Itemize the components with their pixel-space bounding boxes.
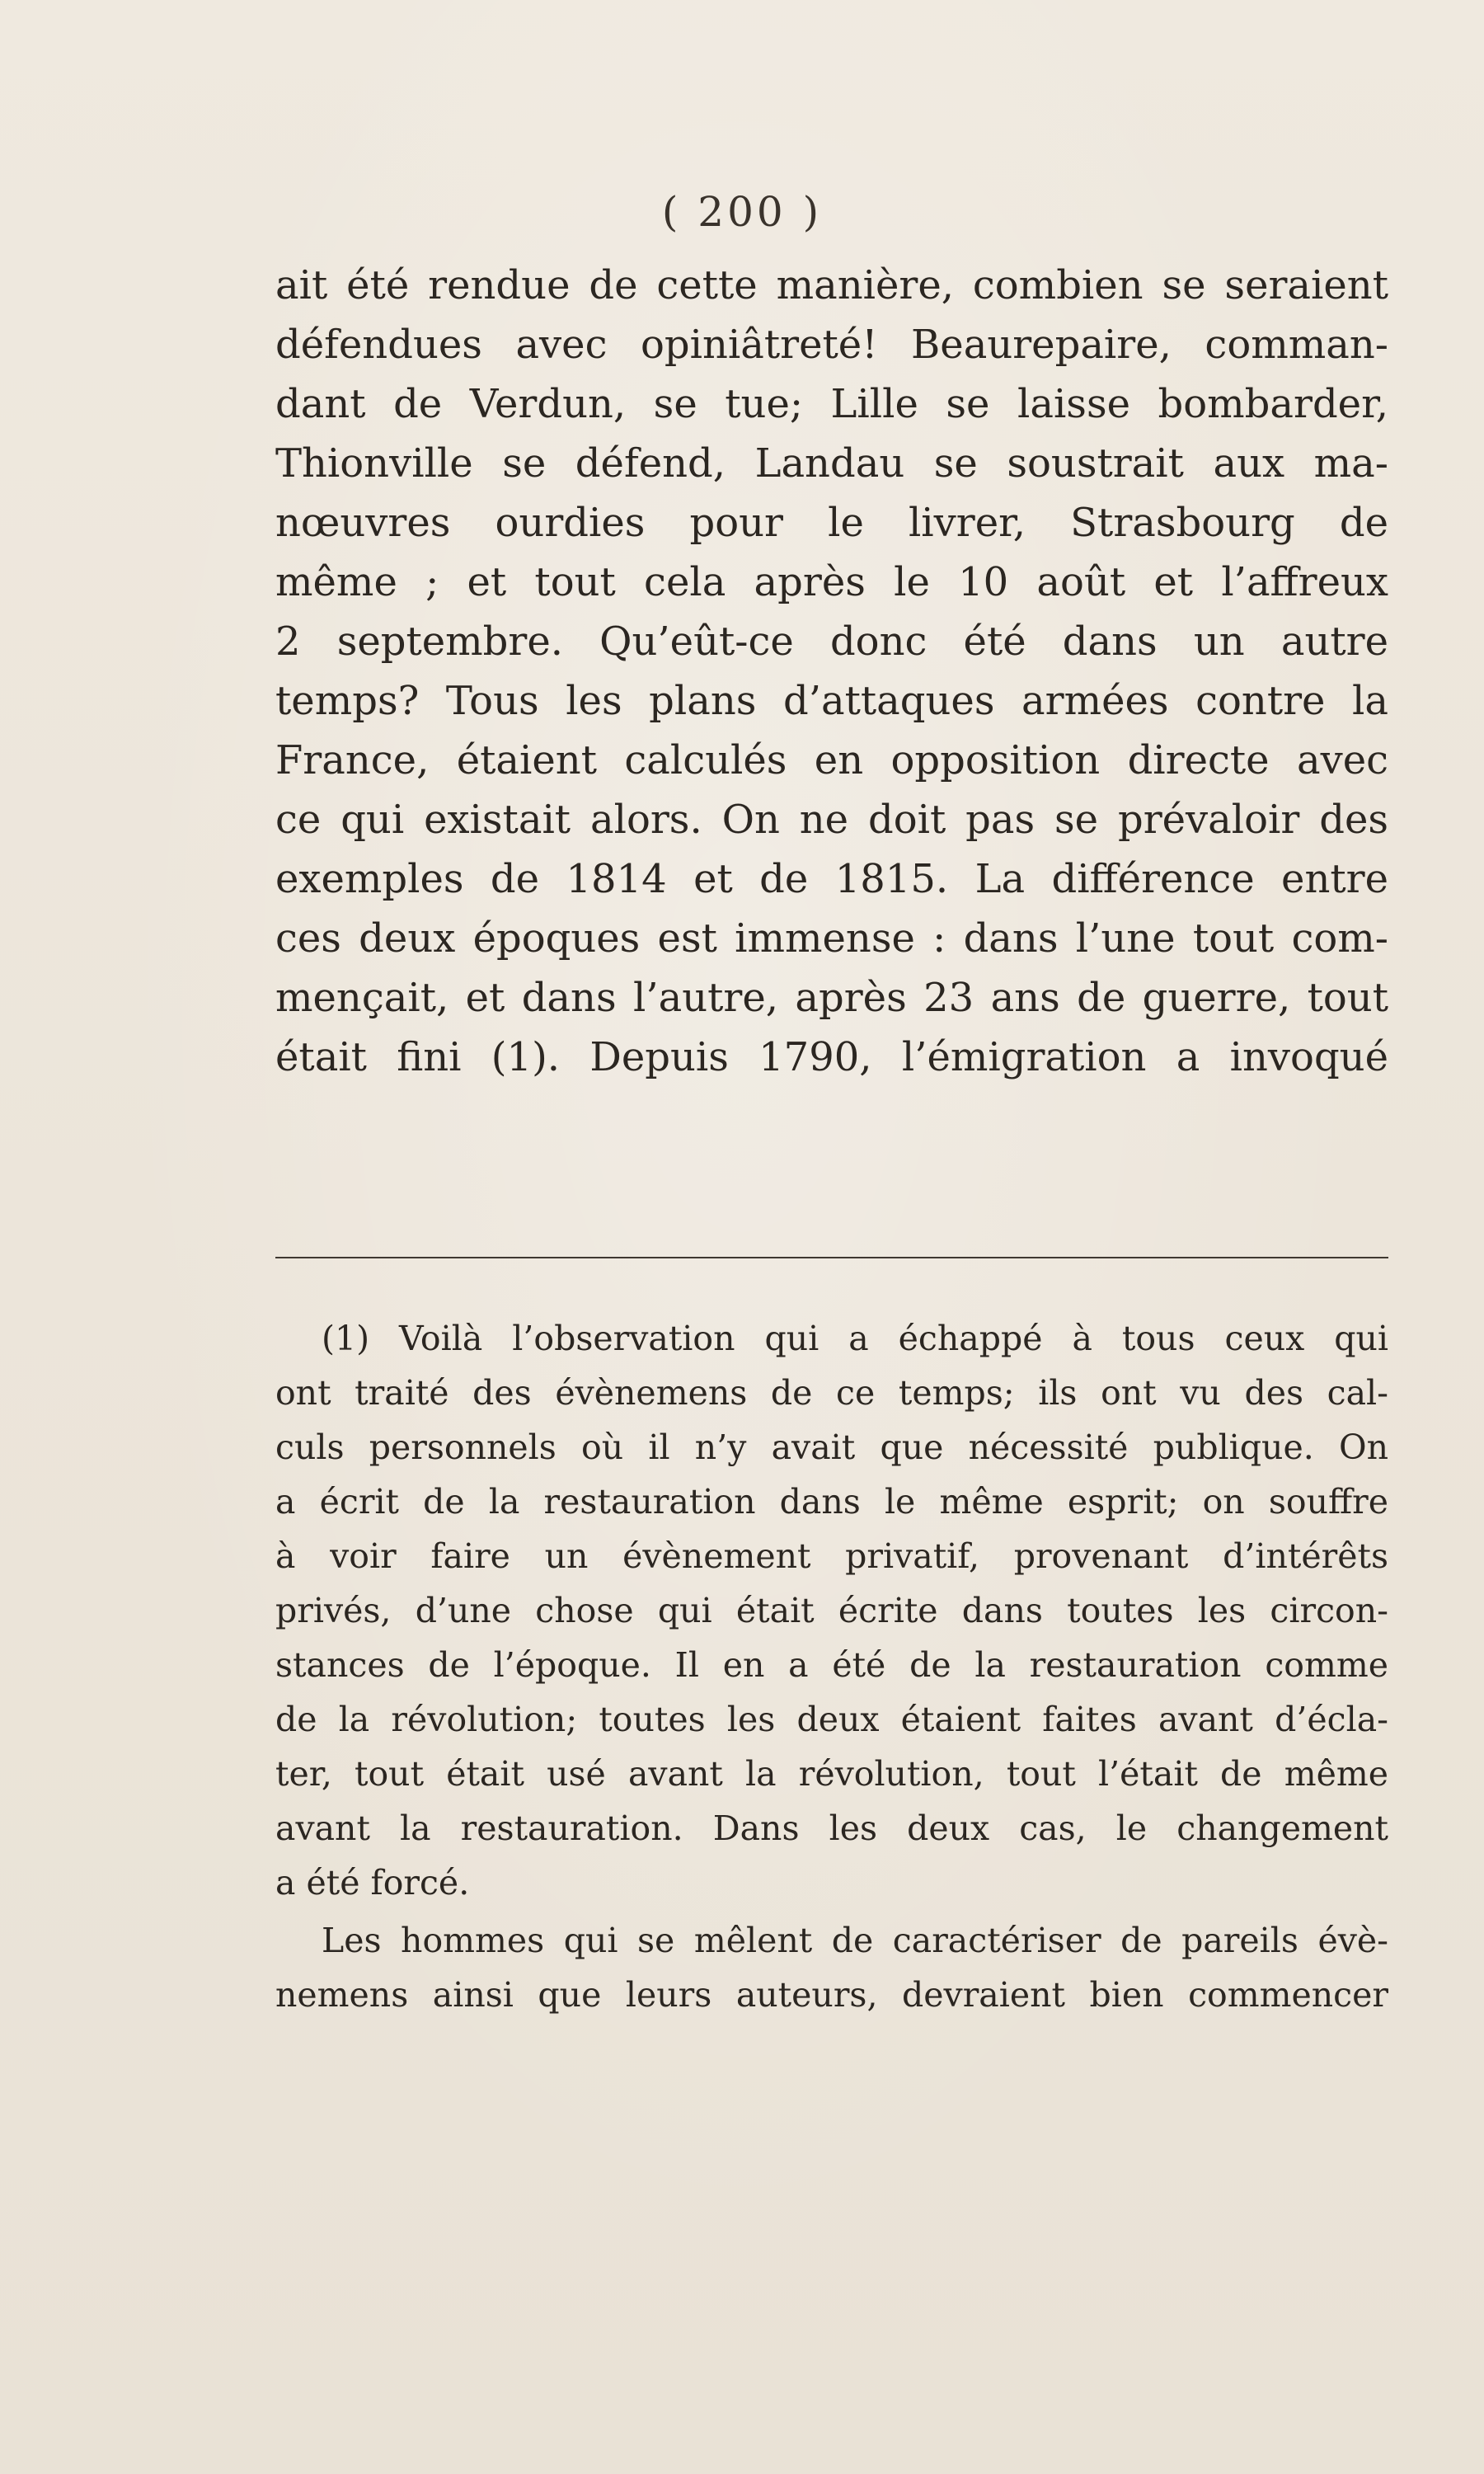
main-line: même ; et tout cela après le 10 août et l’affreux bbox=[275, 559, 1388, 605]
main-line: mençait, et dans l’autre, après 23 ans de guerre, tout bbox=[275, 975, 1388, 1021]
footnote-line: à voir faire un évènement privatif, provenant d’intérêts bbox=[275, 1536, 1388, 1576]
main-line: exemples de 1814 et de 1815. La différence entre bbox=[275, 856, 1388, 902]
main-line: ce qui existait alors. On ne doit pas se prévaloir des bbox=[275, 797, 1388, 843]
main-line: temps? Tous les plans d’attaques armées contre la bbox=[275, 678, 1388, 724]
footnote-line: ter, tout était usé avant la révolution, tout l’était de même bbox=[275, 1754, 1388, 1794]
main-line: France, étaient calculés en opposition directe avec bbox=[275, 737, 1388, 783]
footnote-line: ont traité des évènemens de ce temps; ils ont vu des cal- bbox=[275, 1373, 1388, 1413]
footnote-line: stances de l’époque. Il en a été de la restauration comme bbox=[275, 1645, 1388, 1685]
footnote-divider bbox=[275, 1257, 1388, 1258]
main-line: 2 septembre. Qu’eût-ce donc été dans un autre bbox=[275, 618, 1388, 665]
main-line: dant de Verdun, se tue; Lille se laisse bombarder, bbox=[275, 381, 1388, 427]
main-line: défendues avec opiniâtreté! Beaurepaire, comman- bbox=[275, 322, 1388, 368]
footnote-line: culs personnels où il n’y avait que nécessité publique. On bbox=[275, 1427, 1388, 1467]
footnote-line: Les hommes qui se mêlent de caractériser de pareils évè- bbox=[322, 1921, 1388, 1960]
main-line: nœuvres ourdies pour le livrer, Strasbourg de bbox=[275, 500, 1388, 546]
footnote-line: de la révolution; toutes les deux étaient faites avant d’écla- bbox=[275, 1700, 1388, 1739]
main-line: ces deux époques est immense : dans l’une tout com- bbox=[275, 915, 1388, 962]
main-line: était fini (1). Depuis 1790, l’émigration a invoqué bbox=[275, 1034, 1388, 1080]
footnote-line: a écrit de la restauration dans le même esprit; on souffre bbox=[275, 1482, 1388, 1522]
footnote-line: (1) Voilà l’observation qui a échappé à tous ceux qui bbox=[322, 1319, 1388, 1358]
page-number: ( 200 ) bbox=[661, 188, 823, 236]
footnote-line: a été forcé. bbox=[275, 1863, 470, 1903]
footnote-line: nemens ainsi que leurs auteurs, devraient bien commencer bbox=[275, 1975, 1388, 2015]
footnote-line: avant la restauration. Dans les deux cas, le changement bbox=[275, 1808, 1388, 1848]
footnote-line: privés, d’une chose qui était écrite dans toutes les circon- bbox=[275, 1591, 1388, 1630]
main-line: ait été rendue de cette manière, combien se seraient bbox=[275, 262, 1388, 308]
main-line: Thionville se défend, Landau se soustrait aux ma- bbox=[275, 440, 1388, 487]
